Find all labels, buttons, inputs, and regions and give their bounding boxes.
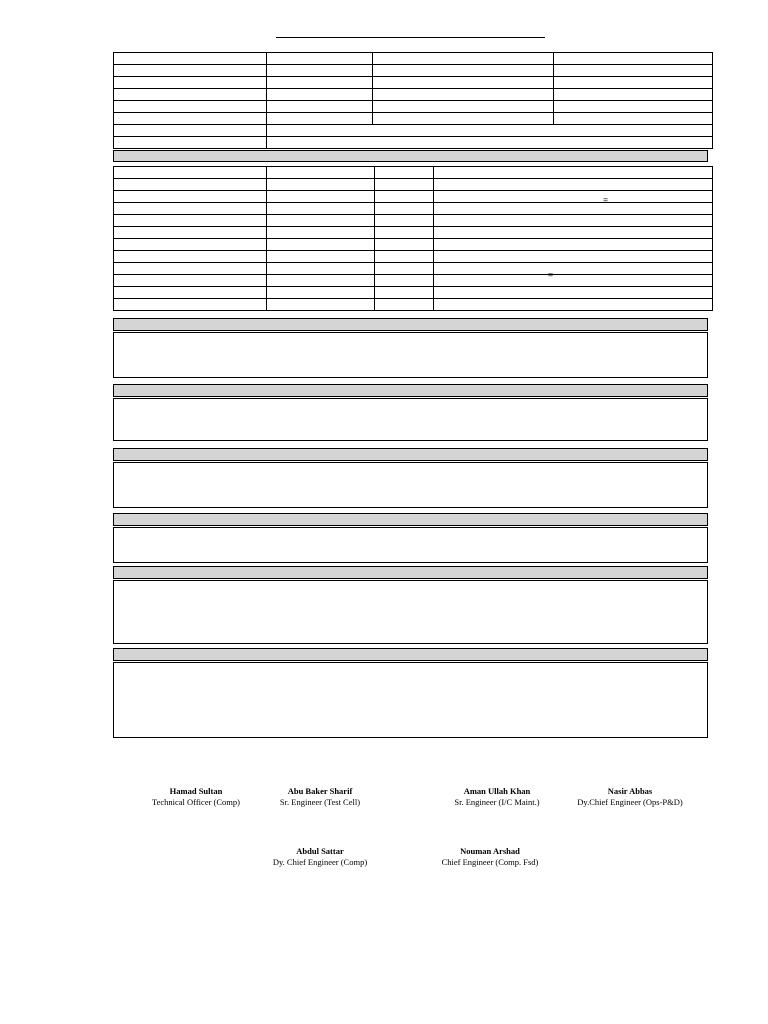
table-cell: [554, 113, 713, 125]
table-cell: [373, 89, 554, 101]
table-cell: [114, 113, 267, 125]
section-box: [113, 662, 708, 738]
section-box: [113, 580, 708, 644]
table-cell: [114, 215, 267, 227]
table-cell: [267, 299, 375, 311]
table-cell: [434, 251, 713, 263]
table-row: [114, 77, 713, 89]
table-cell: [114, 239, 267, 251]
table-cell: [267, 125, 713, 137]
table-cell: [375, 287, 434, 299]
table-cell: [114, 203, 267, 215]
table-cell: [114, 251, 267, 263]
table-cell: [267, 263, 375, 275]
table-cell: [373, 101, 554, 113]
signature-name: Abdul Sattar: [296, 846, 344, 856]
table-row: [114, 167, 713, 179]
signature-name: Nouman Arshad: [460, 846, 520, 856]
table-cell: [554, 89, 713, 101]
table-row: [114, 101, 713, 113]
table-row: [114, 125, 713, 137]
table-cell: [267, 191, 375, 203]
table-cell: [114, 179, 267, 191]
section-header-band: [113, 448, 708, 461]
table-cell: [267, 167, 375, 179]
table-cell: [267, 275, 375, 287]
table-row: [114, 287, 713, 299]
table-row: [114, 299, 713, 311]
table-cell: [434, 263, 713, 275]
table-cell: [375, 251, 434, 263]
table-cell: [114, 137, 267, 149]
table-cell: [375, 215, 434, 227]
signature-block: [235, 786, 405, 808]
table-cell: [267, 89, 373, 101]
section-divider-band: [113, 150, 708, 162]
signature-title: Technical Officer (Comp): [152, 797, 240, 807]
table-cell: [267, 137, 713, 149]
table-cell: [373, 65, 554, 77]
table-cell: [114, 227, 267, 239]
table-cell: [114, 101, 267, 113]
signature-name: Nasir Abbas: [607, 786, 653, 796]
table-cell: [434, 227, 713, 239]
table-cell: [375, 263, 434, 275]
signature-title: Dy. Chief Engineer (Comp): [272, 857, 368, 867]
equals-mark: =: [603, 195, 609, 205]
table-row: [114, 53, 713, 65]
table-cell: [373, 53, 554, 65]
table-cell: [267, 179, 375, 191]
table-cell: [434, 179, 713, 191]
table-cell: [554, 101, 713, 113]
table-cell: [267, 287, 375, 299]
table-row: [114, 215, 713, 227]
table-cell: [554, 65, 713, 77]
table-cell: [114, 53, 267, 65]
table-cell: [114, 167, 267, 179]
table-cell: [434, 275, 713, 287]
table-cell: [114, 263, 267, 275]
table-cell: [267, 251, 375, 263]
table-cell: [114, 77, 267, 89]
table-cell: [114, 299, 267, 311]
table-cell: [114, 125, 267, 137]
table-row: [114, 227, 713, 239]
table-cell: [373, 113, 554, 125]
table-cell: [434, 203, 713, 215]
table-cell: [375, 167, 434, 179]
table-cell: [434, 215, 713, 227]
signature-title: Chief Engineer (Comp. Fsd): [441, 857, 539, 867]
table-cell: [554, 53, 713, 65]
table-cell: [267, 239, 375, 251]
table-cell: [267, 53, 373, 65]
section-box: [113, 398, 708, 441]
table-row: [114, 89, 713, 101]
table-cell: [267, 203, 375, 215]
table-cell: [375, 203, 434, 215]
table-row: [114, 113, 713, 125]
signature-title: Sr. Engineer (Test Cell): [279, 797, 361, 807]
table-cell: [554, 77, 713, 89]
table-cell: [434, 299, 713, 311]
table-row: [114, 275, 713, 287]
table-cell: [114, 275, 267, 287]
signature-name: Abu Baker Sharif: [287, 786, 353, 796]
table-row: [114, 179, 713, 191]
table-row: [114, 251, 713, 263]
table-cell: [434, 239, 713, 251]
table-cell: [375, 275, 434, 287]
table-cell: [267, 227, 375, 239]
table-row: [114, 137, 713, 149]
table-cell: [434, 191, 713, 203]
table-row: [114, 203, 713, 215]
table-row: [114, 191, 713, 203]
main-parameter-table: [113, 166, 713, 311]
section-header-band: [113, 384, 708, 397]
signature-block: [235, 846, 405, 868]
section-header-band: [113, 513, 708, 526]
table-cell: [375, 191, 434, 203]
signature-block: [545, 786, 715, 808]
table-cell: [434, 167, 713, 179]
table-cell: [267, 113, 373, 125]
table-row: [114, 239, 713, 251]
table-cell: [114, 287, 267, 299]
table-cell: [375, 299, 434, 311]
table-cell: [114, 65, 267, 77]
table-cell: [114, 191, 267, 203]
table-row: [114, 65, 713, 77]
section-header-band: [113, 318, 708, 331]
section-box: [113, 527, 708, 563]
table-cell: [114, 89, 267, 101]
upper-info-table: [113, 52, 713, 149]
table-cell: [267, 77, 373, 89]
section-box: [113, 462, 708, 508]
table-cell: [375, 179, 434, 191]
signature-block: [405, 846, 575, 868]
title-underline: [276, 37, 545, 38]
table-cell: [375, 239, 434, 251]
table-cell: [267, 101, 373, 113]
section-box: [113, 332, 708, 378]
signature-title: Sr. Engineer (I/C Maint.): [454, 797, 540, 807]
table-cell: [267, 65, 373, 77]
table-cell: [375, 227, 434, 239]
table-cell: [434, 287, 713, 299]
table-row: [114, 263, 713, 275]
section-header-band: [113, 648, 708, 661]
equals-mark: =: [548, 270, 554, 280]
signature-name: Aman Ullah Khan: [463, 786, 531, 796]
table-cell: [373, 77, 554, 89]
section-header-band: [113, 566, 708, 579]
table-cell: [267, 215, 375, 227]
signature-name: Hamad Sultan: [169, 786, 223, 796]
signature-title: Dy.Chief Engineer (Ops-P&D): [577, 797, 683, 807]
